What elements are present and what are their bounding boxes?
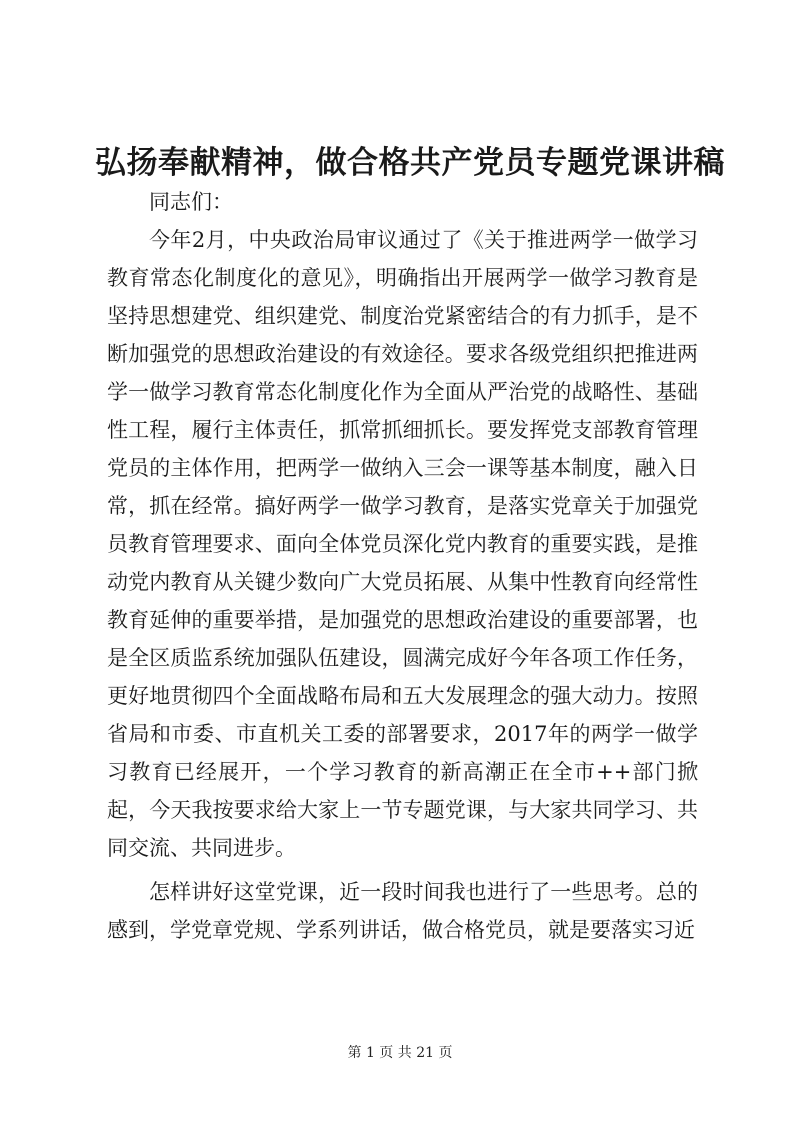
document-title: 弘扬奉献精神，做合格共产党员专题党课讲稿 bbox=[95, 145, 725, 181]
document-body bbox=[107, 183, 698, 949]
page-number-footer: 第 1 页 共 21 页 bbox=[347, 1045, 453, 1061]
body-paragraph: 怎样讲好这堂党课，近一段时间我也进行了一些思考。总的感到，学党章党规、学系列讲话，做合格党员，就是要落实习近 bbox=[107, 880, 698, 942]
body-paragraph: 今年2月，中央政治局审议通过了《关于推进两学一做学习教育常态化制度化的意见》，明确指出开展两学一做学习教育是坚持思想建党、组织建党、制度治党紧密结合的有力抓手，是不断加强党的思想政治建设的有效途径。要求各级党组织把推进两学一做学习教育常态化制度化作为全面从严治党的战略性、基础性工程，履行主体责任，抓常抓细抓长。要发挥党支部教育管理党员的主体作用，把两学一做纳入三会一课等基本制度，融入日常，抓在经常。搞好两学一做学习教育，是落实党章关于加强党员教育管理要求、面向全体党员深化党内教育的重要实践，是推动党内教育从关键少数向广大党员拓展、从集中性教育向经常性教育延伸的重要举措，是加强党的思想政治建设的重要部署，也是全区质监系统加强队伍建设，圆满完成好今年各项工作任务，更好地贯彻四个全面战略布局和五大发展理念的强大动力。按照省局和市委、市直机关工委的部署要求，2017年的两学一做学习教育已经展开，一个学习教育的新高潮正在全市++部门掀起，今天我按要求给大家上一节专题党课，与大家共同学习、共同交流、共同进步。 bbox=[107, 228, 698, 860]
greeting-line: 同志们： bbox=[149, 190, 233, 214]
